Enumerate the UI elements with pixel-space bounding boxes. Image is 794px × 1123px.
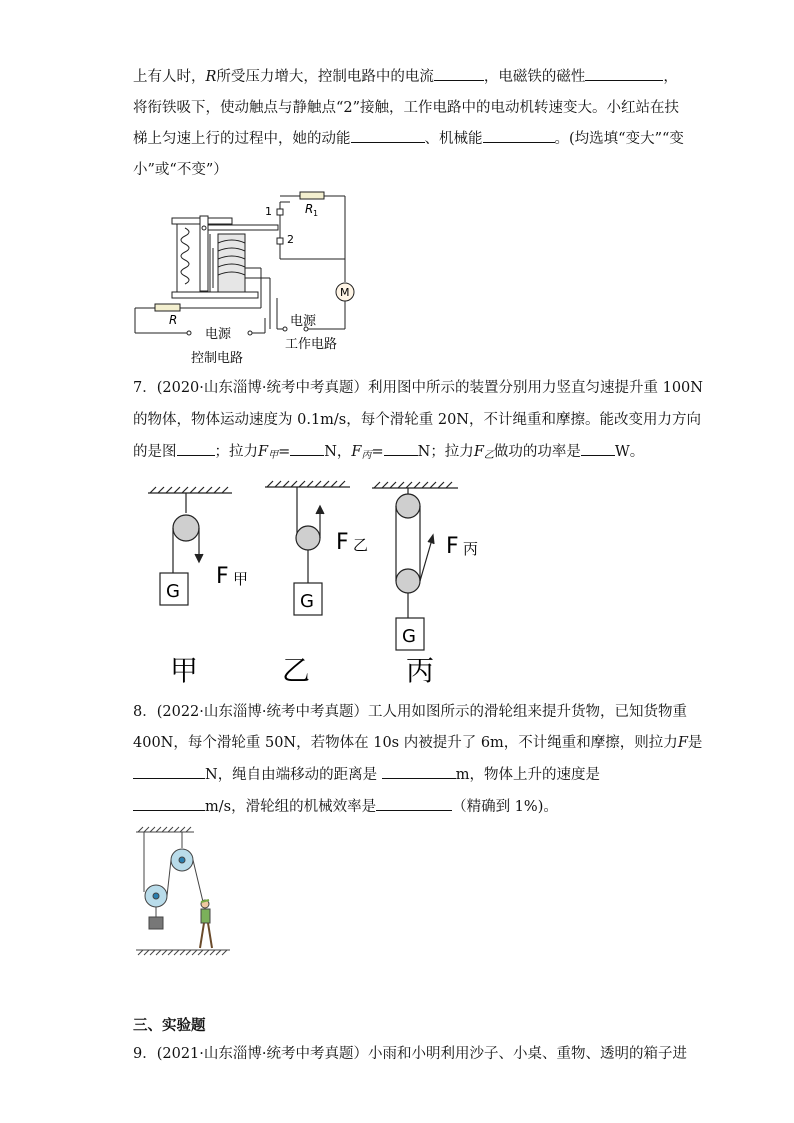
r1-label: R (305, 202, 314, 216)
answer-blank[interactable] (483, 128, 555, 143)
circuit-diagram (125, 188, 365, 370)
weight-yi: G (300, 591, 314, 612)
contact-2-label: 2 (287, 233, 294, 246)
q6-line-1: 上有人时，R所受压力增大，控制电路中的电流 ，电磁铁的磁性 ， (133, 66, 678, 87)
q8-line-4: m/s，滑轮组的机械效率是 （精确到 1%)。 (133, 796, 558, 817)
answer-blank[interactable] (581, 441, 615, 456)
q7-line-3: 的是图 ；拉力$F_甲= N$，$F_丙= N$；拉力$F_乙$做功的功率是 W。 (133, 441, 644, 466)
force-jia-label: F (216, 564, 229, 589)
answer-blank[interactable] (133, 796, 205, 811)
r-label: R (169, 313, 178, 327)
answer-blank[interactable] (290, 441, 324, 456)
caption-bing: 丙 (406, 654, 435, 687)
answer-blank[interactable] (384, 441, 418, 456)
q8-line-3: N，绳自由端移动的距离是 m，物体上升的速度是 (133, 764, 600, 785)
force-bing-subscript: 丙 (463, 540, 479, 558)
section-title: 三、实验题 (133, 1018, 206, 1034)
force-yi-subscript: 乙 (353, 536, 369, 554)
caption-yi: 乙 (282, 654, 311, 687)
force-yi-label: F (336, 530, 349, 555)
answer-blank[interactable] (133, 764, 205, 779)
weight-jia: G (166, 581, 180, 602)
work-power-label: 电源 (290, 314, 317, 329)
q7-line-1: 7．(2020·山东淄博·统考中考真题）利用图中所示的装置分别用力竖直匀速提升重 100N (133, 380, 703, 396)
control-power-label: 电源 (205, 327, 232, 342)
answer-blank[interactable] (177, 441, 215, 456)
q7-line-2: 的物体，物体运动速度为 0.1m/s，每个滑轮重 20N，不计绳重和摩擦。能改变用力方向 (133, 412, 701, 428)
force-bing-label: F (446, 534, 459, 559)
pulley-diagrams (140, 478, 490, 688)
answer-blank[interactable] (376, 796, 452, 811)
q6-line-4: 小”或“不变”） (133, 162, 228, 178)
answer-blank[interactable] (434, 66, 484, 81)
q8-line-2: 400N，每个滑轮重 50N，若物体在 10s 内被提升了 6m，不计绳重和摩擦，则拉力F是 (133, 735, 703, 751)
r1-subscript: 1 (313, 209, 319, 218)
contact-1-label: 1 (265, 205, 272, 218)
force-jia-subscript: 甲 (233, 570, 249, 588)
answer-blank[interactable] (585, 66, 663, 81)
worker-pulley-illustration (132, 824, 236, 959)
control-circuit-label: 控制电路 (191, 351, 244, 366)
motor-label: M (340, 286, 350, 299)
q8-line-1: 8．(2022·山东淄博·统考中考真题）工人用如图所示的滑轮组来提升货物，已知货物重 (133, 704, 687, 720)
q6-line-3: 梯上匀速上行的过程中，她的动能 、机械能 。(均选填“变大”“变 (133, 128, 684, 149)
caption-jia: 甲 (170, 654, 199, 687)
answer-blank[interactable] (351, 128, 425, 143)
weight-bing: G (402, 626, 416, 647)
q9-line-1: 9．(2021·山东淄博·统考中考真题）小雨和小明利用沙子、小桌、重物、透明的箱子进 (133, 1046, 687, 1062)
work-circuit-label: 工作电路 (285, 337, 338, 352)
q6-line-2: 将衔铁吸下，使动触点与静触点“2”接触，工作电路中的电动机转速变大。小红站在扶 (133, 100, 680, 116)
answer-blank[interactable] (382, 764, 456, 779)
